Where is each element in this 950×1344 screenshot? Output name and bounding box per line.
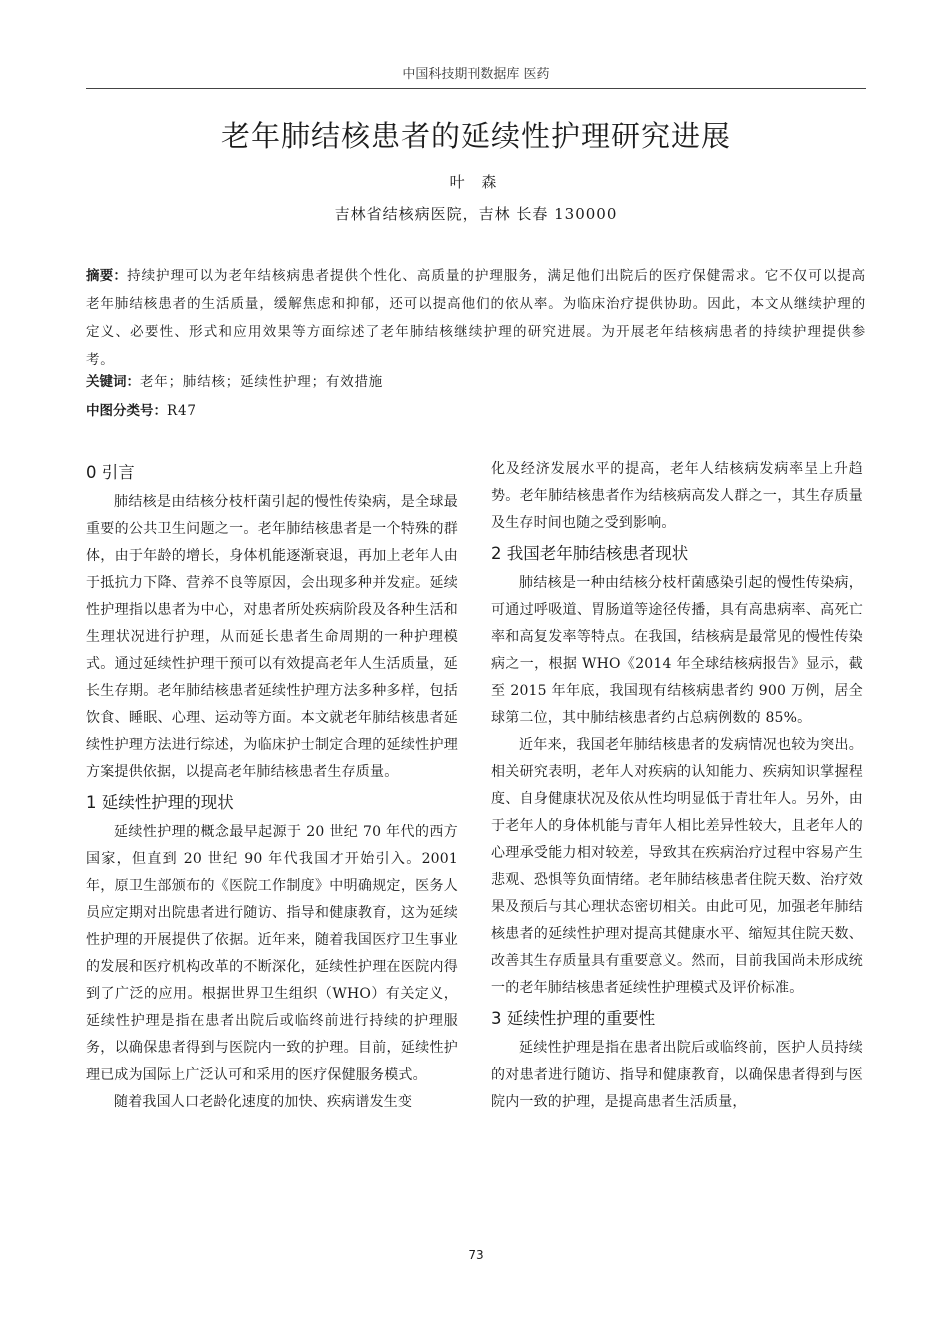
section-heading-importance: 3 延续性护理的重要性: [491, 1009, 656, 1028]
abstract-text: 持续护理可以为老年结核病患者提供个性化、高质量的护理服务，满足他们出院后的医疗保健需求。它不仅可以提高老年肺结核患者的生活质量，缓解焦虑和抑郁，还可以提高他们的依从率。为临床治疗提供协助。因此，本文从继续护理的定义、必要性、形式和应用效果等方面综述了老年肺结核继续护理的研究进展。为开展老年结核病患者的持续护理提供参考。: [86, 268, 866, 368]
paragraph-status-1: 延续性护理的概念最早起源于 20 世纪 70 年代的西方国家，但直到 20 世纪 90 年代我国才开始引入。2001 年，原卫生部颁布的《医院工作制度》中明确规定，医务人员应定期对出院患者进行随访、指导和健康教育，这为延续性护理的开展提供了依据。近年来，随着我国医疗卫生事业的发展和医疗机构改革的不断深化，延续性护理在医院内得到了广泛的应用。根据世界卫生组织（WHO）有关定义，延续性护理是指在患者出院后或临终前进行持续的护理服务，以确保患者得到与医院内一致的护理。目前，延续性护理已成为国际上广泛认可和采用的医疗保健服务模式。: [86, 824, 458, 1083]
right-column: [491, 456, 863, 1116]
author: 叶 森: [449, 173, 503, 191]
page-number: 73: [468, 1248, 484, 1262]
classification-label: 中图分类号：: [86, 403, 167, 419]
paragraph-elderly-status-1: 肺结核是一种由结核分枝杆菌感染引起的慢性传染病，可通过呼吸道、胃肠道等途径传播，具有高患病率、高死亡率和高复发率等特点。在我国，结核病是最常见的慢性传染病之一，根据 WHO《2014 年全球结核病报告》显示，截至 2015 年年底，我国现有结核病患者约 900 万例，居全球第二位，其中肺结核患者约占总病例数的 85%。: [491, 575, 863, 726]
keywords-label: 关键词：: [86, 374, 140, 390]
section-heading-elderly-status: 2 我国老年肺结核患者现状: [491, 544, 689, 563]
paragraph-introduction: 肺结核是由结核分枝杆菌引起的慢性传染病，是全球最重要的公共卫生问题之一。老年肺结核患者是一个特殊的群体，由于年龄的增长，身体机能逐渐衰退，再加上老年人由于抵抗力下降、营养不良等原因，会出现多种并发症。延续性护理指以患者为中心，对患者所处疾病阶段及各种生活和生理状况进行护理，从而延长患者生命周期的一种护理模式。通过延续性护理干预可以有效提高老年人生活质量，延长生存期。老年肺结核患者延续性护理方法多种多样，包括饮食、睡眠、心理、运动等方面。本文就老年肺结核患者延续性护理方法进行综述，为临床护士制定合理的延续性护理方案提供依据，以提高老年肺结核患者生存质量。: [86, 494, 458, 780]
abstract: [86, 262, 866, 374]
classification-text: R47: [167, 403, 197, 419]
section-heading-introduction: 0 引言: [86, 463, 135, 482]
paragraph-elderly-status-2: 近年来，我国老年肺结核患者的发病情况也较为突出。相关研究表明，老年人对疾病的认知能力、疾病知识掌握程度、自身健康状况及依从性均明显低于青壮年人。另外，由于老年人的身体机能与青年人相比差异性较大，且老年人的心理承受能力相对较差，导致其在疾病治疗过程中容易产生悲观、恐惧等负面情绪。老年肺结核患者住院天数、治疗效果及预后与其心理状态密切相关。由此可见，加强老年肺结核患者的延续性护理对提高其健康水平、缩短其住院天数、改善其生存质量具有重要意义。然而，目前我国尚未形成统一的老年肺结核患者延续性护理模式及评价标准。: [491, 737, 863, 996]
left-column: [86, 456, 458, 1116]
affiliation: 吉林省结核病医院，吉林 长春 130000: [334, 205, 618, 223]
abstract-label: 摘要：: [86, 268, 128, 284]
running-header: 中国科技期刊数据库 医药: [402, 67, 550, 82]
keywords: [86, 372, 866, 392]
keywords-text: 老年；肺结核；延续性护理；有效措施: [140, 374, 384, 390]
paragraph-importance: 延续性护理是指在患者出院后或临终前，医护人员持续的对患者进行随访、指导和健康教育，以确保患者得到与医院内一致的护理，是提高患者生活质量，: [491, 1040, 863, 1110]
classification: [86, 401, 866, 421]
paper-title: 老年肺结核患者的延续性护理研究进展: [220, 119, 731, 153]
paragraph-status-2-continued: 化及经济发展水平的提高，老年人结核病发病率呈上升趋势。老年肺结核患者作为结核病高发人群之一，其生存质量及生存时间也随之受到影响。: [491, 461, 863, 531]
header-rule: [86, 88, 866, 89]
section-heading-status: 1 延续性护理的现状: [86, 793, 234, 812]
paragraph-status-2: 随着我国人口老龄化速度的加快、疾病谱发生变: [114, 1094, 413, 1110]
